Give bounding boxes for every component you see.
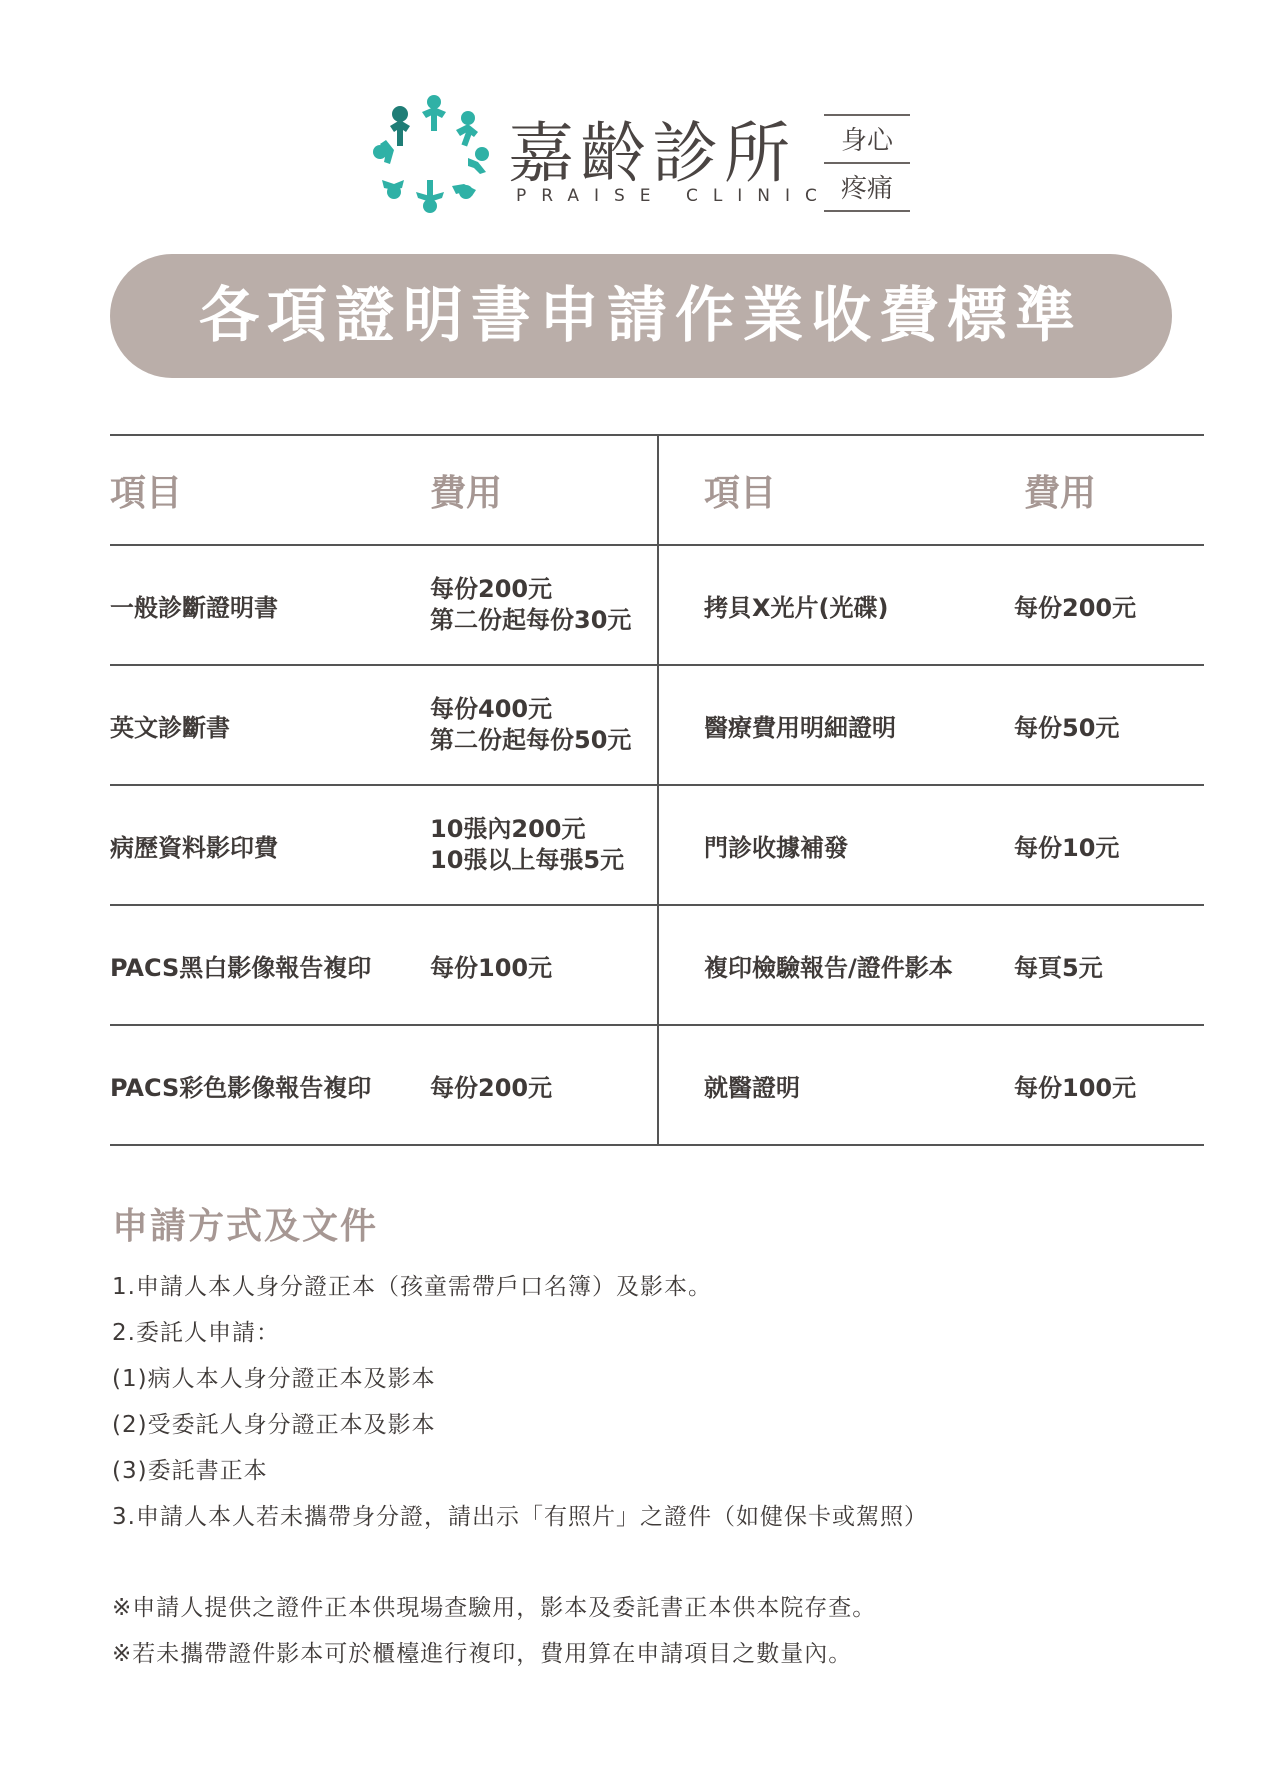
table-row (110, 666, 1204, 786)
item-name: PACS彩色影像報告複印 (110, 1073, 372, 1102)
table-header-row (110, 436, 1204, 546)
list-item: (3)委託書正本 (112, 1458, 268, 1484)
list-item: 3.申請人本人若未攜帶身分證，請出示「有照片」之證件（如健保卡或駕照） (112, 1504, 928, 1530)
item-name: PACS黑白影像報告複印 (110, 953, 372, 982)
fee-value: 每份200元 (430, 1073, 553, 1102)
header-item-right: 項目 (704, 472, 777, 514)
fee-value: 每頁5元 (1014, 953, 1103, 982)
remarks-list (112, 1585, 1172, 1677)
fee-table (110, 434, 1204, 1146)
item-name: 醫療費用明細證明 (704, 713, 896, 742)
fee-line: 第二份起每份50元 (430, 726, 632, 754)
fee-line: 10張以上每張5元 (430, 846, 625, 874)
table-row (110, 906, 1204, 1026)
fee-value: 每份50元 (1014, 713, 1120, 742)
item-name: 一般診斷證明書 (110, 593, 278, 622)
fee-value: 每份100元 (430, 953, 553, 982)
title-banner (110, 254, 1172, 378)
clinic-english-name: PRAISE CLINIC (516, 186, 832, 206)
fee-line: 每份400元 (430, 695, 553, 723)
tag-bottom: 疼痛 (840, 174, 893, 204)
fee-line: 每份200元 (430, 575, 553, 603)
fee-value (430, 786, 624, 904)
list-item: 2.委託人申請： (112, 1320, 280, 1346)
clinic-name: 嘉齡診所 (508, 115, 796, 192)
item-name: 拷貝X光片(光碟) (704, 593, 889, 622)
fee-value: 每份10元 (1014, 833, 1120, 862)
clinic-logo (370, 92, 930, 212)
list-item: 1.申請人本人身分證正本（孩童需帶戶口名簿）及影本。 (112, 1274, 712, 1300)
fee-value: 每份200元 (1014, 593, 1137, 622)
fee-value (430, 546, 631, 664)
item-name: 複印檢驗報告/證件影本 (704, 953, 953, 982)
table-row (110, 786, 1204, 906)
table-row (110, 546, 1204, 666)
tag-top: 身心 (840, 126, 893, 156)
header-item-left: 項目 (110, 472, 183, 514)
header-fee-left: 費用 (430, 472, 503, 514)
item-name: 門診收據補發 (704, 833, 848, 862)
clinic-specialty-tag (824, 114, 910, 212)
fee-line: 第二份起每份30元 (430, 606, 632, 634)
remark-item: ※若未攜帶證件影本可於櫃檯進行複印，費用算在申請項目之數量內。 (112, 1641, 853, 1667)
fee-value: 每份100元 (1014, 1073, 1137, 1102)
fee-value (430, 666, 631, 784)
list-item: (2)受委託人身分證正本及影本 (112, 1412, 436, 1438)
page-title: 各項證明書申請作業收費標準 (199, 281, 1083, 351)
application-requirements-list (112, 1264, 1172, 1540)
list-item: (1)病人本人身分證正本及影本 (112, 1366, 436, 1392)
remark-item: ※申請人提供之證件正本供現場查驗用，影本及委託書正本供本院存查。 (112, 1595, 877, 1621)
people-circle-logo-icon (370, 92, 494, 216)
header-fee-right: 費用 (1024, 472, 1097, 514)
application-section-title: 申請方式及文件 (112, 1206, 379, 1247)
fee-line: 10張內200元 (430, 815, 586, 843)
item-name: 就醫證明 (704, 1073, 800, 1102)
item-name: 英文診斷書 (110, 713, 230, 742)
table-row (110, 1026, 1204, 1146)
item-name: 病歷資料影印費 (110, 833, 278, 862)
